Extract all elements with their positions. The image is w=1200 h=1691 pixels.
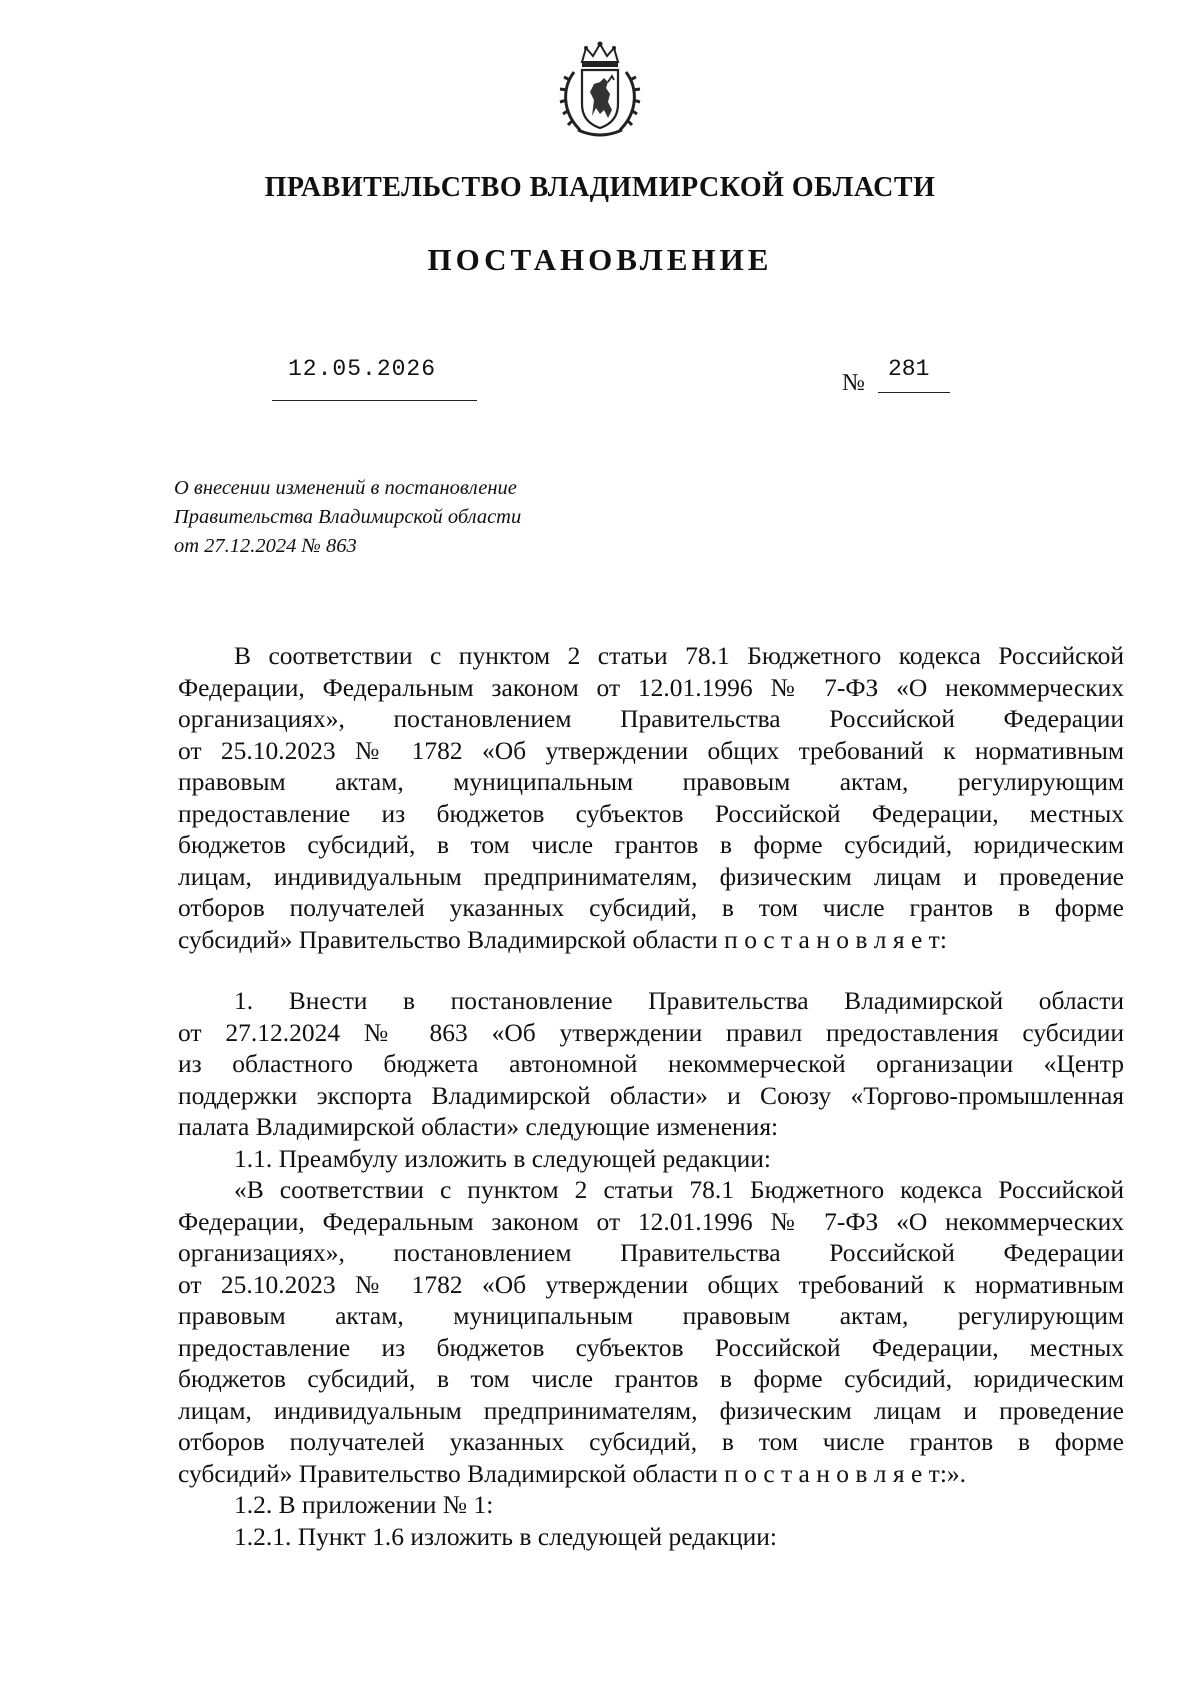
paragraph-gap	[178, 955, 1124, 985]
document-date: 12.05.2026	[288, 356, 437, 382]
number-sign: №	[842, 370, 865, 396]
preamble-line: В соответствии с пунктом 2 статьи 78.1 Бюджетного кодекса Российской	[234, 641, 1124, 670]
item-1-1-line: субсидий» Правительство Владимирской области п о с т а н о в л я е т:».	[178, 1458, 967, 1488]
item-1-1-line: организациях», постановлением Правительства Российской Федерации	[178, 1238, 1124, 1267]
document-date-field	[272, 352, 477, 401]
item-1-1-line: лицам, индивидуальным предпринимателям, физическим лицам и проведение	[178, 1395, 1124, 1425]
item-1-1-line: «В соответствии с пунктом 2 статьи 78.1 Бюджетного кодекса Российской	[234, 1175, 1124, 1204]
preamble-line: субсидий» Правительство Владимирской области п о с т а н о в л я е т:	[178, 924, 947, 954]
preamble-paragraph	[178, 640, 1124, 955]
item-1-line: палата Владимирской области» следующие изменения:	[178, 1112, 779, 1141]
preamble-line: лицам, индивидуальным предпринимателям, физическим лицам и проведение	[178, 861, 1124, 891]
item-1-1-paragraph	[178, 1174, 1124, 1489]
item-1-2-1-heading: 1.2.1. Пункт 1.6 изложить в следующей редакции:	[234, 1521, 777, 1551]
item-1-1-line: бюджетов субсидий, в том числе грантов в форме субсидий, юридическим	[178, 1364, 1124, 1393]
preamble-line: предоставление из бюджетов субъектов Российской Федерации, местных	[178, 798, 1124, 828]
organization-title: ПРАВИТЕЛЬСТВО ВЛАДИМИРСКОЙ ОБЛАСТИ	[264, 172, 936, 203]
coat-of-arms-icon	[556, 38, 644, 142]
item-1-1-line: отборов получателей указанных субсидий, в том числе грантов в форме	[178, 1427, 1124, 1456]
item-1-line: от 27.12.2024 № 863 «Об утверждении правил предоставления субсидии	[178, 1017, 1124, 1047]
item-1-1-line: предоставление из бюджетов субъектов Российской Федерации, местных	[178, 1332, 1124, 1362]
preamble-line: Федерации, Федеральным законом от 12.01.1996 № 7-ФЗ «О некоммерческих	[178, 672, 1124, 702]
subject-line: от 27.12.2024 № 863	[174, 535, 357, 557]
document-type-title: ПОСТАНОВЛЕНИЕ	[427, 242, 773, 277]
item-1-line: 1. Внести в постановление Правительства Владимирской области	[234, 986, 1124, 1015]
item-1-2-heading: 1.2. В приложении № 1:	[234, 1490, 494, 1519]
document-subject	[174, 474, 654, 561]
subject-line: Правительства Владимирской области	[174, 506, 522, 528]
item-1-1-line: от 25.10.2023 № 1782 «Об утверждении общих требований к нормативным	[178, 1269, 1124, 1299]
preamble-line: от 25.10.2023 № 1782 «Об утверждении общих требований к нормативным	[178, 735, 1124, 765]
subject-line: О внесении изменений в постановление	[174, 477, 517, 499]
preamble-line: бюджетов субсидий, в том числе грантов в форме субсидий, юридическим	[178, 830, 1124, 859]
document-number: 281	[888, 356, 930, 382]
item-1-1-line: Федерации, Федеральным законом от 12.01.1996 № 7-ФЗ «О некоммерческих	[178, 1206, 1124, 1236]
document-body	[178, 640, 1124, 1552]
item-1-paragraph	[178, 985, 1124, 1143]
item-1-1-heading: 1.1. Преамбулу изложить в следующей редакции:	[234, 1143, 771, 1173]
item-1-1-line: правовым актам, муниципальным правовым актам, регулирующим	[178, 1301, 1124, 1330]
item-1-line: поддержки экспорта Владимирской области» и Союзу «Торгово-промышленная	[178, 1080, 1124, 1110]
item-1-line: из областного бюджета автономной некоммерческой организации «Центр	[178, 1049, 1124, 1078]
preamble-line: организациях», постановлением Правительства Российской Федерации	[178, 704, 1124, 733]
preamble-line: отборов получателей указанных субсидий, в том числе грантов в форме	[178, 893, 1124, 922]
preamble-line: правовым актам, муниципальным правовым актам, регулирующим	[178, 767, 1124, 796]
number-underline	[878, 356, 950, 393]
